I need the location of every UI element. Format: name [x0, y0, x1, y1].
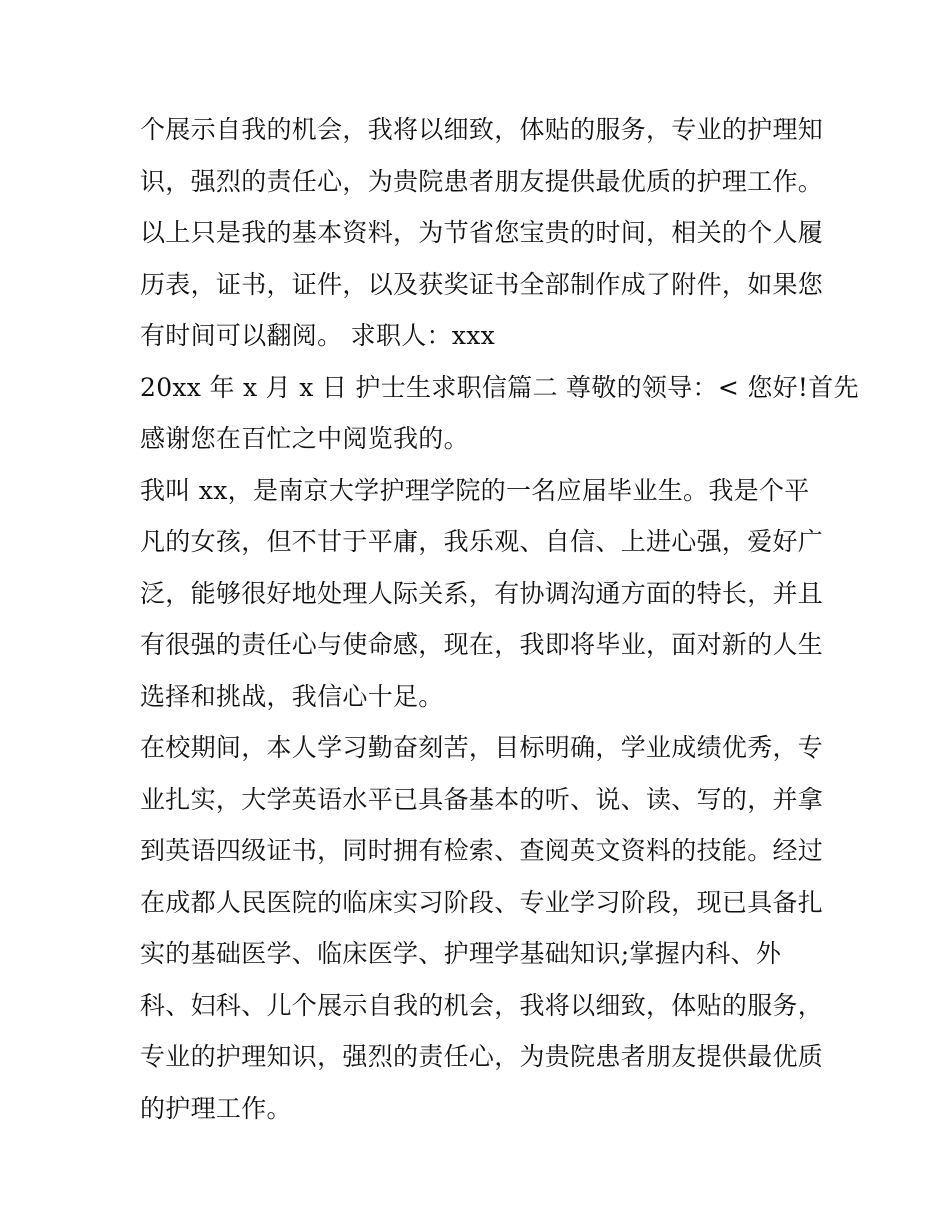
text-line: 有时间可以翻阅。 求职人：xxx [140, 321, 496, 350]
text-line: 泛，能够很好地处理人际关系，有协调沟通方面的特长，并且 [140, 578, 824, 608]
text-line: 科、妇科、儿个展示自我的机会，我将以细致，体贴的服务， [140, 990, 824, 1020]
text-line: 个展示自我的机会，我将以细致，体贴的服务，专业的护理知 [140, 115, 824, 144]
text-line: 凡的女孩，但不甘于平庸，我乐观、自信、上进心强，爱好广 [140, 527, 824, 556]
text-line: 到英语四级证书，同时拥有检索、查阅英文资料的技能。经过 [140, 836, 824, 865]
text-line: 业扎实，大学英语水平已具备基本的听、说、读、写的，并拿 [140, 784, 824, 814]
text-line: 识，强烈的责任心，为贵院患者朋友提供最优质的护理工作。 [140, 166, 824, 196]
text-line: 有很强的责任心与使命感，现在，我即将毕业，面对新的人生 [140, 630, 824, 659]
text-line: 实的基础医学、临床医学、护理学基础知识;掌握内科、外 [140, 939, 782, 968]
text-line: 在成都人民医院的临床实习阶段、专业学习阶段，现已具备扎 [140, 887, 824, 917]
text-line: 在校期间，本人学习勤奋刻苦，目标明确，学业成绩优秀，专 [140, 733, 824, 762]
body-text [140, 104, 859, 1134]
text-line: 专业的护理知识，强烈的责任心，为贵院患者朋友提供最优质 [140, 1042, 824, 1071]
text-line: 以上只是我的基本资料，为节省您宝贵的时间，相关的个人履 [140, 218, 824, 247]
text-line: 20xx 年 x 月 x 日 护士生求职信篇二 尊敬的领导：< 您好!首先 [140, 372, 859, 402]
text-line: 选择和挑战，我信心十足。 [140, 681, 444, 711]
text-line: 历表，证书，证件，以及获奖证书全部制作成了附件，如果您 [140, 269, 824, 299]
text-line: 感谢您在百忙之中阅览我的。 [140, 424, 469, 453]
text-line: 的护理工作。 [140, 1093, 292, 1123]
text-line: 我叫 xx，是南京大学护理学院的一名应届毕业生。我是个平 [140, 475, 810, 505]
